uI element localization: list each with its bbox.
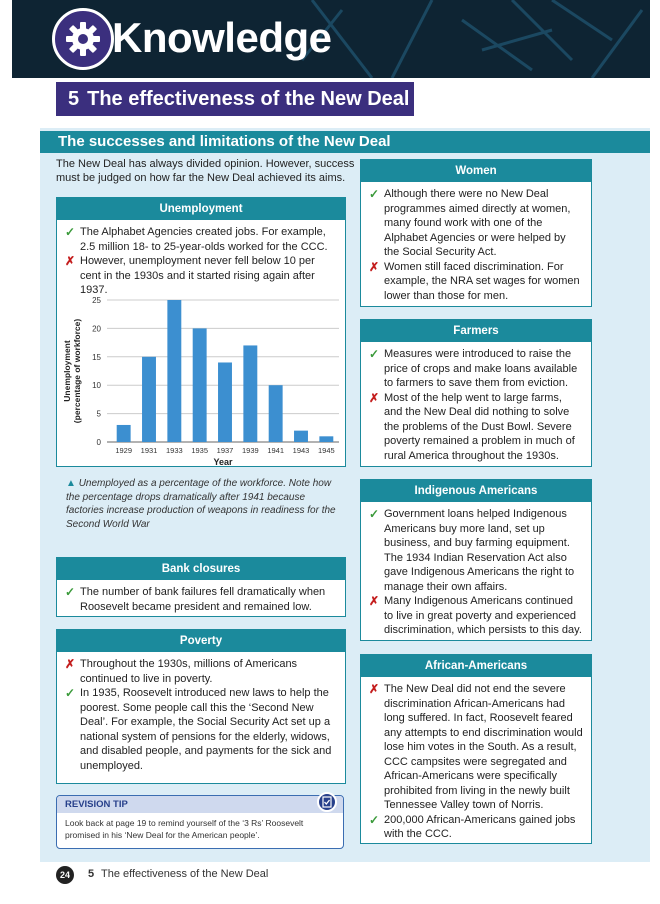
page-number: 24 (56, 866, 74, 884)
x-tick-label: 1943 (292, 446, 310, 455)
indigenous-americans-box (360, 479, 592, 641)
list-item (369, 813, 583, 842)
bank-closures-box (56, 557, 346, 617)
footer-chapter-number: 5 (88, 868, 95, 880)
list-item-text: The number of bank failures fell dramatically when Roosevelt became president and remained low. (80, 586, 326, 613)
women-items (361, 182, 591, 307)
bar (269, 385, 283, 442)
farmers-items (361, 342, 591, 467)
page-title: Knowledge (112, 14, 332, 61)
x-tick-label: 1935 (191, 446, 209, 455)
x-tick-label: 1941 (267, 446, 285, 455)
tick-icon: ✓ (65, 686, 76, 700)
list-item-text: However, unemployment never fell below 10 per cent in the 1930s and it started rising again after 1937. (80, 255, 315, 296)
bar (294, 431, 308, 442)
tick-icon: ✓ (369, 812, 380, 827)
list-item (65, 585, 337, 614)
bar (243, 345, 257, 442)
poverty-box (56, 629, 346, 784)
tick-icon: ✓ (65, 585, 76, 599)
list-item (369, 682, 583, 813)
y-tick-label: 15 (92, 352, 101, 362)
african-americans-heading: African-Americans (361, 655, 591, 677)
y-tick-label: 5 (96, 409, 101, 419)
y-tick-label: 10 (92, 381, 101, 391)
list-item (369, 260, 583, 304)
list-item (65, 686, 337, 773)
bank-closures-items (57, 580, 345, 618)
poverty-items (57, 652, 345, 777)
tick-icon: ✓ (369, 347, 380, 361)
x-tick-label: 1929 (115, 446, 133, 455)
african-americans-box (360, 654, 592, 844)
bar (319, 436, 333, 442)
list-item (369, 347, 583, 391)
revision-tip (56, 795, 344, 849)
footer-chapter (88, 868, 268, 880)
section-title: The successes and limitations of the New Deal (40, 131, 650, 153)
women-box (360, 159, 592, 307)
page-header (12, 0, 650, 78)
list-item (65, 657, 337, 686)
list-item-text: Many Indigenous Americans continued to live in great poverty and experienced discrimination, which persists to this day. (384, 595, 582, 636)
bar (218, 362, 232, 442)
cross-icon: ✗ (369, 390, 380, 405)
tick-icon: ✓ (65, 225, 76, 239)
triangle-icon: ▲ (66, 478, 76, 489)
cross-icon: ✗ (369, 682, 380, 696)
indigenous-americans-heading: Indigenous Americans (361, 480, 591, 502)
cross-icon: ✗ (369, 259, 380, 274)
footer-chapter-title: The effectiveness of the New Deal (100, 868, 269, 880)
cross-icon: ✗ (369, 594, 380, 608)
list-item-text: The Alphabet Agencies created jobs. For example, 2.5 million 18- to 25-year-olds worked for the CCC. (80, 226, 328, 253)
x-tick-label: 1937 (216, 446, 234, 455)
bar (142, 357, 156, 442)
bar (167, 300, 181, 442)
chapter-title: The effectiveness of the New Deal (87, 87, 410, 110)
list-item-text: 200,000 African-Americans gained jobs with the CCC. (384, 813, 576, 840)
x-tick-label: 1939 (241, 446, 259, 455)
gear-icon (52, 8, 114, 70)
poverty-heading: Poverty (57, 630, 345, 652)
list-item-text: Measures were introduced to raise the price of crops and make loans available to farmers to save them from eviction. (384, 348, 578, 389)
list-item (369, 187, 583, 260)
revision-tip-text: Look back at page 19 to remind yourself of the ‘3 Rs’ Roosevelt promised in his ‘New Deal for the American people’. (65, 818, 304, 840)
cross-icon: ✗ (65, 657, 76, 671)
list-item-text: Throughout the 1930s, millions of Americans continued to live in poverty. (80, 658, 298, 685)
x-axis-label: Year (213, 457, 233, 466)
farmers-box (360, 319, 592, 467)
y-axis-label: Unemployment(percentage of workforce) (62, 318, 82, 424)
list-item (369, 507, 583, 594)
x-tick-label: 1945 (317, 446, 335, 455)
intro-text: The New Deal has always divided opinion. However, success must be judged on how far the New Deal achieved its aims. (56, 158, 355, 184)
indigenous-americans-items (361, 502, 591, 642)
tick-icon: ✓ (369, 187, 380, 201)
bank-closures-heading: Bank closures (57, 558, 345, 580)
x-tick-label: 1933 (165, 446, 183, 455)
chapter-banner (56, 82, 414, 116)
list-item (369, 391, 583, 464)
list-item-text: Women still faced discrimination. For example, the NRA set wages for women lower than those for men. (384, 260, 580, 302)
bar (193, 328, 207, 442)
african-americans-items (361, 677, 591, 846)
y-tick-label: 25 (92, 296, 101, 305)
revision-tip-title: REVISION TIP (57, 796, 343, 813)
chapter-number: 5 (68, 87, 80, 110)
list-item-text: In 1935, Roosevelt introduced new laws to help the poorest. Some people call this the ‘Second New Deal’. For example, the Social Security Act set up a national system of pensions for the elderly, widows, and disabled people, and payments for the sick and unemployed. (80, 687, 332, 772)
x-tick-label: 1931 (140, 446, 158, 455)
caption-text: Unemployed as a percentage of the workforce. Note how the percentage drops dramatically after 1941 because factories increase production of weapons in readiness for the Second World War (66, 478, 336, 530)
list-item-text: Government loans helped Indigenous Americans buy more land, set up business, and buy farming equipment. The 1934 Indian Reservation Act also gave Indigenous Americans the right to manage their own affairs. (384, 508, 575, 593)
check-document-icon (317, 792, 337, 812)
tick-icon: ✓ (369, 507, 380, 521)
list-item (65, 225, 337, 254)
cross-icon: ✗ (65, 254, 76, 268)
chart-caption (66, 477, 336, 531)
y-tick-label: 20 (92, 324, 101, 334)
list-item-text: The New Deal did not end the severe discrimination African-Americans had long suffered. In fact, Roosevelt feared any attempts to end discrimination would lose him votes in the South. As a result, CCC campsites were segregated and African-Americans were specifically prohibited from living in the newly built Tennessee Valley town of Norris. (384, 683, 583, 811)
list-item-text: Most of the help went to large farms, and the New Deal did nothing to solve the problems of the Dust Bowl. Severe poverty remained a problem in much of rural America throughout the 1930s. (384, 391, 575, 462)
unemployment-chart (57, 290, 345, 466)
women-heading: Women (361, 160, 591, 182)
list-item-text: Although there were no New Deal programmes aimed directly at women, many found work with one of the Alphabet Agencies or were helped by the Social Security Act. (384, 188, 571, 258)
bar (117, 425, 131, 442)
farmers-heading: Farmers (361, 320, 591, 342)
list-item (369, 594, 583, 638)
y-tick-label: 0 (96, 438, 101, 447)
unemployment-box (56, 197, 346, 467)
unemployment-heading: Unemployment (57, 198, 345, 220)
